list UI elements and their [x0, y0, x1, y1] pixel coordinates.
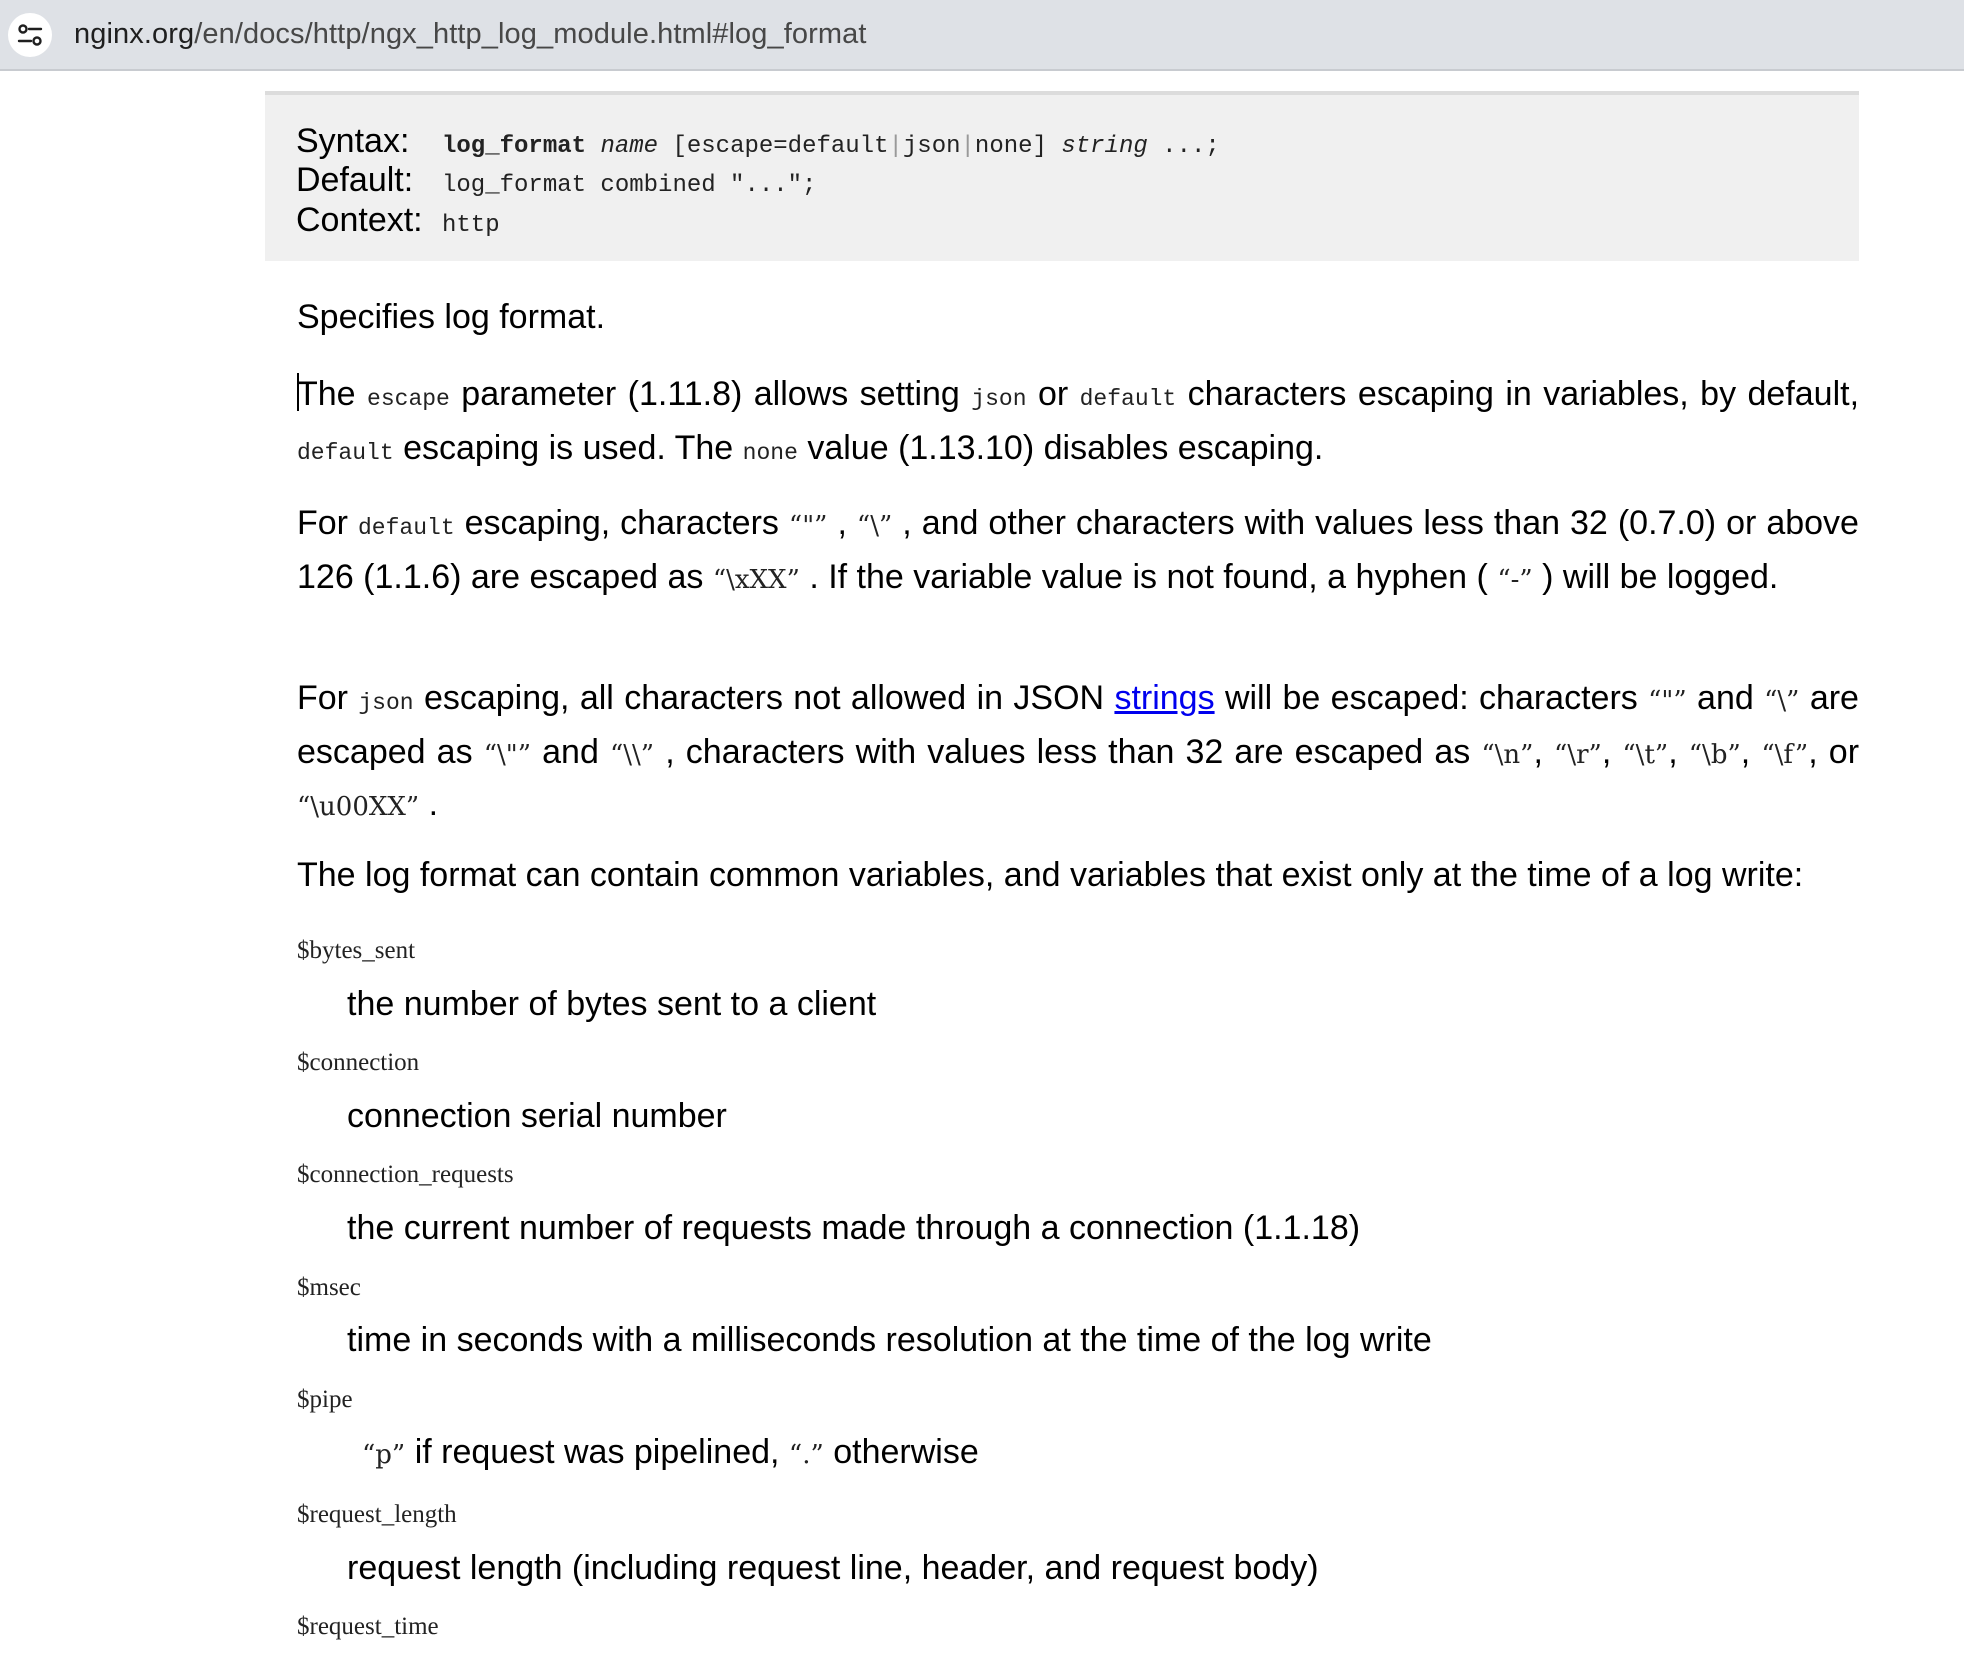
context-row — [296, 201, 500, 240]
syntax-label: Syntax: — [296, 122, 410, 160]
variable-name: $request_time — [297, 1613, 439, 1640]
variable-description: “p” if request was pipelined, “.” otherwise — [362, 1433, 979, 1471]
code-json: json — [358, 690, 414, 716]
directive-syntax-box — [265, 91, 1859, 261]
context-value: http — [442, 212, 500, 239]
ellipsis: ...; — [1162, 133, 1220, 160]
none-option: none] — [974, 133, 1047, 160]
variable-name: $pipe — [297, 1386, 353, 1413]
variable-name: $msec — [297, 1274, 361, 1301]
code-default: default — [358, 515, 455, 541]
code-default: default — [1079, 386, 1177, 412]
variable-description: time in seconds with a milliseconds resolution at the time of the log write — [347, 1321, 1432, 1359]
url-host: nginx.org — [74, 18, 195, 50]
variables-intro: The log format can contain common variables, and variables that exist only at the time of a log write: — [297, 856, 1804, 894]
arg-name: name — [600, 133, 659, 160]
escape-option: [escape=default — [672, 133, 889, 160]
code-none: none — [742, 440, 798, 466]
code-escape: escape — [367, 386, 450, 412]
variable-description: connection serial number — [347, 1097, 727, 1135]
escape-paragraph: The escape parameter (1.11.8) allows setting json or default characters escaping in variables, by default, default escaping is used. The none value (1.13.10) disables escaping. — [297, 375, 1860, 467]
variable-name: $bytes_sent — [297, 937, 416, 964]
variable-name: $connection_requests — [297, 1161, 514, 1188]
intro-paragraph: Specifies log format. — [297, 298, 606, 336]
syntax-value: log_format name [escape=default|json|none] string ...; — [442, 133, 1220, 160]
variable-description: request length (including request line, header, and request body) — [347, 1549, 1319, 1587]
site-settings-icon[interactable] — [8, 13, 52, 57]
variable-name: $request_length — [297, 1501, 457, 1528]
json-option: json — [902, 133, 961, 160]
browser-address-bar — [0, 0, 1964, 71]
json-escaping-paragraph: For json escaping, all characters not allowed in JSON strings will be escaped: characters “"” and “\” are escaped as “\"” and “\\” , characters with values less than 32 are escaped as “\n”, “\r”, “\t”, “\b”, “\f”, or “\u00XX” . — [297, 679, 1860, 823]
code-json: json — [971, 386, 1027, 412]
url-field[interactable] — [74, 18, 867, 51]
default-label: Default: — [296, 161, 414, 199]
variable-description: the current number of requests made through a connection (1.1.18) — [347, 1209, 1361, 1247]
context-label: Context: — [296, 201, 423, 239]
url-path: /en/docs/http/ngx_http_log_module.html#log_format — [194, 18, 867, 50]
syntax-row — [296, 122, 1220, 161]
default-value: log_format combined "..."; — [442, 172, 817, 199]
default-escaping-paragraph: For default escaping, characters “"” , “\” , and other characters with values less than 32 (0.7.0) or above 126 (1.1.6) are escaped as “\xXX” . If the variable value is not found, a hyphen ( “-” ) will be logged. — [297, 504, 1859, 596]
default-row — [296, 161, 816, 200]
directive-name: log_format — [442, 133, 587, 160]
variable-description: the number of bytes sent to a client — [347, 985, 877, 1023]
strings-link[interactable]: strings — [1114, 679, 1215, 717]
variable-name: $connection — [297, 1049, 420, 1076]
arg-string: string — [1061, 133, 1148, 160]
code-default: default — [297, 440, 394, 466]
